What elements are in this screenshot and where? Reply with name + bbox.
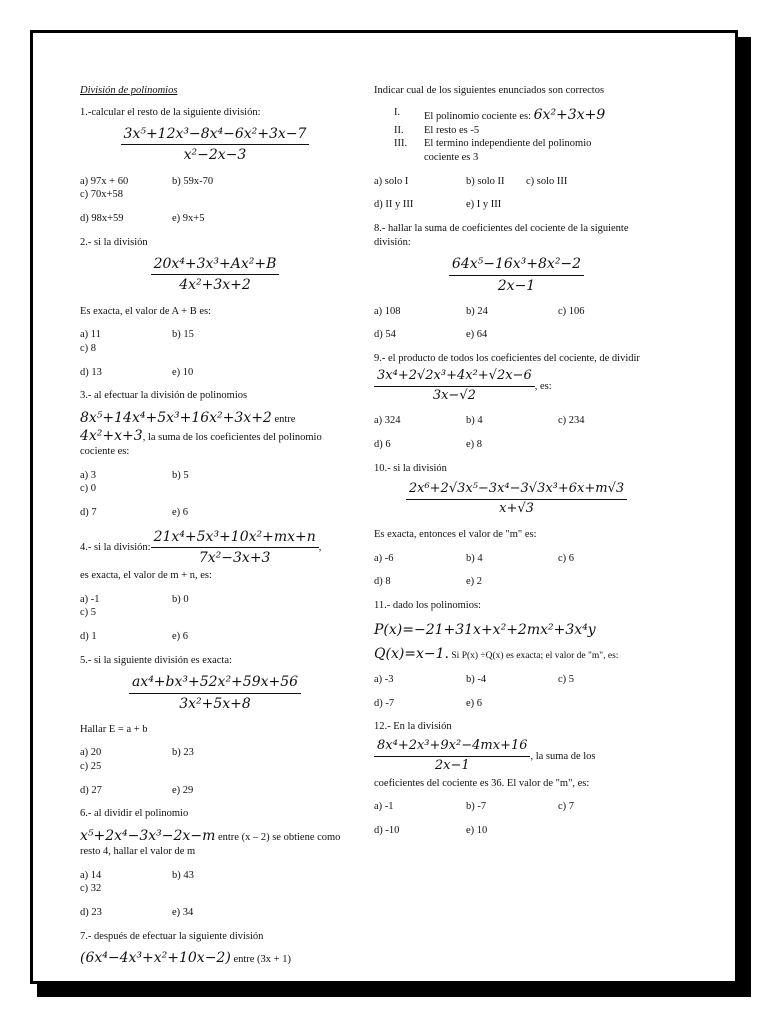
option: e) I y III	[466, 199, 502, 211]
option: a) -6	[374, 552, 394, 564]
fraction-denominator: x²−2x−3	[183, 147, 247, 164]
problem-9-question: 9.- el producto de todos los coeficientes del cociente, de dividir	[374, 352, 640, 364]
problem-3-question: 3.- al efectuar la división de polinomios	[80, 390, 248, 402]
fraction-denominator: 2x−1	[434, 757, 470, 773]
option: b) 5	[172, 469, 189, 481]
text: , es:	[534, 380, 552, 392]
roman-text: El resto es -5	[424, 124, 480, 136]
text: , la suma de los coeficientes del polinomio cociente es:	[80, 431, 322, 458]
option: c) 0	[80, 483, 97, 495]
problem-4-statement: es exacta, el valor de m + n, es:	[80, 570, 212, 582]
right-column	[374, 52, 659, 838]
option: a) -3	[374, 674, 394, 686]
problem-12-options	[374, 800, 659, 814]
problem-8-options	[374, 305, 659, 319]
option: a) -1	[374, 801, 394, 813]
fraction-numerator: 20x⁴+3x³+Ax²+B	[151, 255, 280, 275]
problem-7-question: 7.- después de efectuar la siguiente división	[80, 930, 264, 942]
option: b) 15	[172, 329, 194, 341]
problem-3-divisor: 4x²+x+3	[80, 427, 143, 444]
problem-9-options	[374, 414, 659, 428]
option: c) 106	[558, 305, 585, 317]
problem-6-statement	[80, 827, 350, 859]
option: b) 59x-70	[172, 175, 214, 187]
fraction-denominator: 3x²+5x+8	[179, 695, 251, 712]
option: e) 10	[466, 825, 488, 837]
fraction-denominator: 2x−1	[497, 277, 536, 294]
option: c) 5	[80, 607, 97, 619]
roman-item	[374, 106, 659, 124]
option: a) 3	[80, 469, 97, 481]
fraction-numerator: 3x⁴+2√2x³+4x²+√2x−6	[374, 368, 535, 387]
option: a) 11	[80, 329, 101, 341]
option: b) 24	[466, 305, 488, 317]
option: b) 23	[172, 747, 194, 759]
option: d) 1	[80, 631, 97, 643]
problem-8-fraction	[374, 255, 659, 294]
option: d) -7	[374, 697, 395, 709]
option: b) -7	[466, 801, 487, 813]
problem-6-options	[80, 869, 350, 896]
problem-7-options-row2	[374, 198, 659, 212]
document-title: División de polinomios	[80, 85, 178, 96]
text: entre (3x + 1)	[230, 954, 291, 966]
problem-7-statement	[80, 949, 350, 967]
quotient-expression: 6x²+3x+9	[533, 106, 606, 123]
problem-3-options	[80, 469, 350, 496]
problem-2-options-row2	[80, 366, 350, 380]
problem-3-dividend: 8x⁵+14x⁴+5x³+16x²+3x+2	[80, 409, 272, 426]
option: b) 0	[172, 593, 189, 605]
problem-5-fraction	[80, 673, 350, 712]
option: d) 13	[80, 366, 102, 378]
fraction-numerator: 3x⁵+12x³−8x⁴−6x²+3x−7	[121, 125, 310, 145]
option: d) 98x+59	[80, 212, 124, 224]
problem-11-question: 11.- dado los polinomios:	[374, 600, 481, 612]
option: c) 8	[80, 342, 97, 354]
option: b) 4	[466, 415, 483, 427]
problem-4-options-row2	[80, 630, 350, 644]
problem-10-options	[374, 552, 659, 566]
problem-3-options-row2	[80, 506, 350, 520]
text: ,	[318, 541, 322, 553]
problem-12-options-row2	[374, 824, 659, 838]
fraction-numerator: 2x⁶+2√3x⁵−3x⁴−3√3x³+6x+m√3	[406, 481, 627, 500]
option: a) 20	[80, 747, 102, 759]
option: d) 8	[374, 576, 391, 588]
option: c) 25	[80, 760, 102, 772]
problem-1-options-row2	[80, 212, 350, 226]
left-column	[80, 52, 350, 967]
problem-1-fraction	[80, 125, 350, 164]
option: c) 5	[558, 674, 575, 686]
problem-12-question: 12.- En la división	[374, 721, 452, 733]
option: b) -4	[466, 674, 487, 686]
fraction-denominator: 4x²+3x+2	[179, 277, 251, 294]
problem-2-options	[80, 328, 350, 355]
text: 4.- si la división:	[80, 541, 151, 553]
problem-7-polynomial: (6x⁴−4x³+x²+10x−2)	[80, 950, 231, 967]
option: c) 70x+58	[80, 189, 123, 201]
text: Si P(x) ÷Q(x) es exacta; el valor de "m", es:	[449, 650, 619, 661]
problem-4-options	[80, 593, 350, 620]
fraction-denominator: 7x²−3x+3	[198, 549, 271, 566]
option: c) 6	[558, 552, 575, 564]
problem-11-statement	[374, 645, 659, 663]
option: e) 2	[466, 576, 483, 588]
roman-text: El termino independiente del polinomio cociente es 3	[424, 138, 592, 164]
problem-5-question: 5.- si la siguiente división es exacta:	[80, 654, 232, 666]
problem-1-question: 1.-calcular el resto de la siguiente división:	[80, 106, 261, 118]
polynomial-p: P(x)=−21+31x+x²+2mx²+3x⁴y	[374, 621, 596, 638]
option: e) 6	[466, 697, 483, 709]
option: c) solo III	[526, 175, 568, 187]
option: e) 6	[172, 631, 189, 643]
text: , la suma de los	[530, 750, 596, 762]
option: d) 27	[80, 784, 102, 796]
option: a) solo I	[374, 175, 409, 187]
option: e) 64	[466, 329, 488, 341]
problem-10-options-row2	[374, 575, 659, 589]
option: d) 23	[80, 907, 102, 918]
fraction-numerator: 21x⁴+5x³+10x²+mx+n	[151, 528, 319, 548]
option: d) 7	[80, 507, 97, 519]
fraction-numerator: 64x⁵−16x³+8x²−2	[449, 255, 584, 275]
fraction-numerator: 8x⁴+2x³+9x²−4mx+16	[374, 738, 530, 757]
option: e) 10	[172, 366, 194, 378]
problem-8-question: 8.- hallar la suma de coeficientes del cociente de la siguiente división:	[374, 223, 629, 248]
roman-numeral: III.	[394, 138, 408, 150]
problem-10-statement: Es exacta, entonces el valor de "m" es:	[374, 529, 537, 541]
option: b) 43	[172, 869, 194, 881]
roman-numeral: II.	[394, 124, 404, 136]
option: e) 29	[172, 784, 194, 796]
option: b) 4	[466, 552, 483, 564]
roman-item	[374, 137, 659, 164]
text: El polinomio cociente es:	[424, 110, 532, 122]
option: d) -10	[374, 825, 400, 837]
roman-list	[374, 106, 659, 165]
problem-7-intro: Indicar cual de los siguientes enunciados son correctos	[374, 85, 605, 96]
problem-11-options-row2	[374, 697, 659, 711]
problem-7-options	[374, 175, 659, 189]
problem-6-options-row2	[80, 906, 350, 920]
problem-3-statement	[80, 409, 350, 459]
problem-5-options	[80, 746, 350, 773]
problem-1-options	[80, 175, 350, 202]
problem-8-options-row2	[374, 328, 659, 342]
fraction-numerator: ax⁴+bx³+52x²+59x+56	[129, 673, 301, 693]
problem-10-question: 10.- si la división	[374, 462, 447, 474]
text: entre (x – 2) se obtiene como resto 4, hallar el valor de m	[80, 831, 341, 858]
problem-6-polynomial: x⁵+2x⁴−3x³−2x−m	[80, 827, 216, 844]
fraction-denominator: x+√3	[499, 501, 534, 517]
option: e) 8	[466, 439, 483, 451]
option: d) 54	[374, 329, 396, 341]
polynomial-q: Q(x)=x−1.	[374, 645, 450, 662]
option: d) 6	[374, 439, 391, 451]
problem-5-options-row2	[80, 784, 350, 798]
problem-12-statement: coeficientes del cociente es 36. El valor de "m", es:	[374, 777, 590, 789]
option: a) -1	[80, 593, 100, 605]
option: a) 97x + 60	[80, 175, 129, 187]
text: entre	[271, 413, 296, 425]
option: c) 234	[558, 415, 585, 427]
option: e) 34	[172, 907, 194, 918]
option: c) 7	[558, 801, 575, 813]
roman-text	[424, 106, 605, 124]
problem-9-fraction	[374, 368, 659, 405]
roman-item	[374, 124, 659, 138]
fraction-denominator: 3x−√2	[432, 387, 476, 403]
option: b) solo II	[466, 175, 505, 187]
option: d) II y III	[374, 199, 414, 211]
option: a) 108	[374, 305, 401, 317]
option: e) 6	[172, 507, 189, 519]
problem-12-fraction	[374, 738, 659, 775]
problem-5-statement: Hallar E = a + b	[80, 723, 148, 735]
option: c) 32	[80, 883, 102, 895]
problem-2-statement: Es exacta, el valor de A + B es:	[80, 305, 212, 317]
problem-2-fraction	[80, 255, 350, 294]
roman-numeral: I.	[394, 106, 401, 118]
problem-2-question: 2.- si la división	[80, 236, 148, 248]
problem-10-fraction	[374, 481, 659, 518]
option: a) 14	[80, 869, 102, 881]
option: a) 324	[374, 415, 401, 427]
problem-9-options-row2	[374, 438, 659, 452]
problem-6-question: 6.- al dividir el polinomio	[80, 808, 189, 820]
option: e) 9x+5	[172, 212, 205, 224]
problem-11-options	[374, 673, 659, 687]
problem-4-question	[80, 528, 350, 567]
